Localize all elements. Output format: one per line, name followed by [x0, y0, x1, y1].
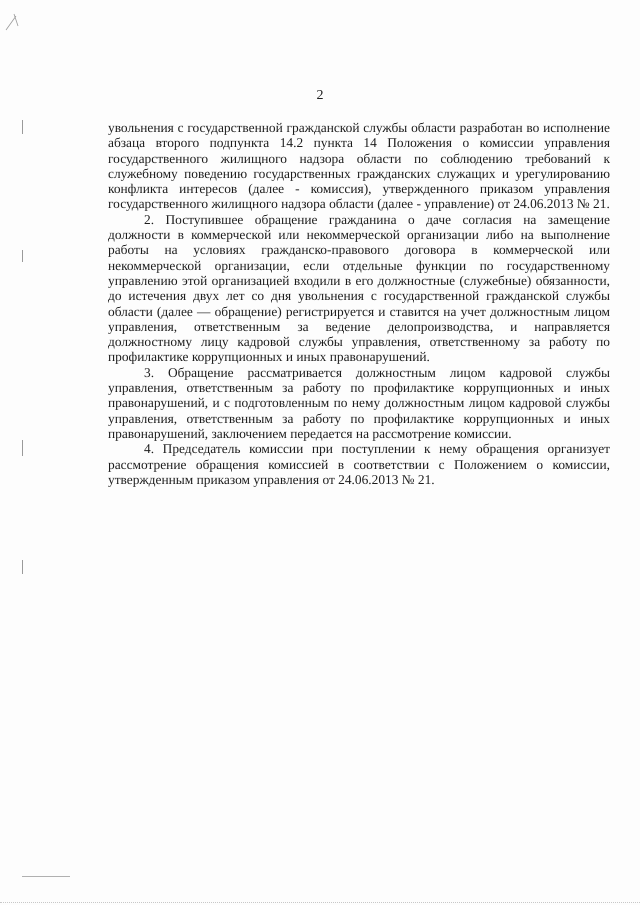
paragraph-4: 4. Председатель комиссии при поступлении к нему обращения организует рассмотрение обращения комиссией в соответствии с Положением о комиссии, утвержденным приказом управления от 24.06.2013 № 21. — [108, 441, 610, 487]
paragraph-2: 2. Поступившее обращение гражданина о даче согласия на замещение должности в коммерческой или некоммерческой организации либо на выполнение работы на условиях гражданско-правового договора в коммерческой или некоммерческой организации, если отдельные функции по государственному управлению этой организацией входили в его должностные (служебные) обязанности, до истечения двух лет со дня увольнения с государственной гражданской службы области (далее — обращение) регистрируется и ставится на учет должностным лицом управления, ответственным за ведение делопроизводства, и направляется должностному лицу кадровой службы управления, ответственному за работу по профилактике коррупционных и иных правонарушений. — [108, 211, 610, 365]
paragraph-3: 3. Обращение рассматривается должностным лицом кадровой службы управления, ответственным за работу по профилактике коррупционных и иных правонарушений, и с подготовленным по нему должностным лицом кадровой службы управления, ответственным за работу по профилактике коррупционных и иных правонарушений, заключением передается на рассмотрение комиссии. — [108, 364, 610, 441]
paragraph-continuation: увольнения с государственной гражданской службы области разработан во исполнение абзаца второго подпункта 14.2 пункта 14 Положения о комиссии управления государственного жилищного надзора области по соблюдению требований к служебному поведению государственных гражданских служащих и урегулированию конфликта интересов (далее - комиссия), утвержденного приказом управления государственного жилищного надзора области (далее - управление) от 24.06.2013 № 21. — [108, 120, 610, 212]
scan-edge-mark — [22, 120, 23, 134]
scan-edge-mark — [22, 560, 23, 574]
scan-edge-mark — [22, 250, 23, 262]
document-body — [108, 120, 610, 487]
scan-edge-mark — [22, 440, 23, 456]
scan-bottom-mark — [22, 876, 70, 877]
page-number: 2 — [316, 88, 324, 103]
scan-corner-mark — [4, 10, 32, 34]
